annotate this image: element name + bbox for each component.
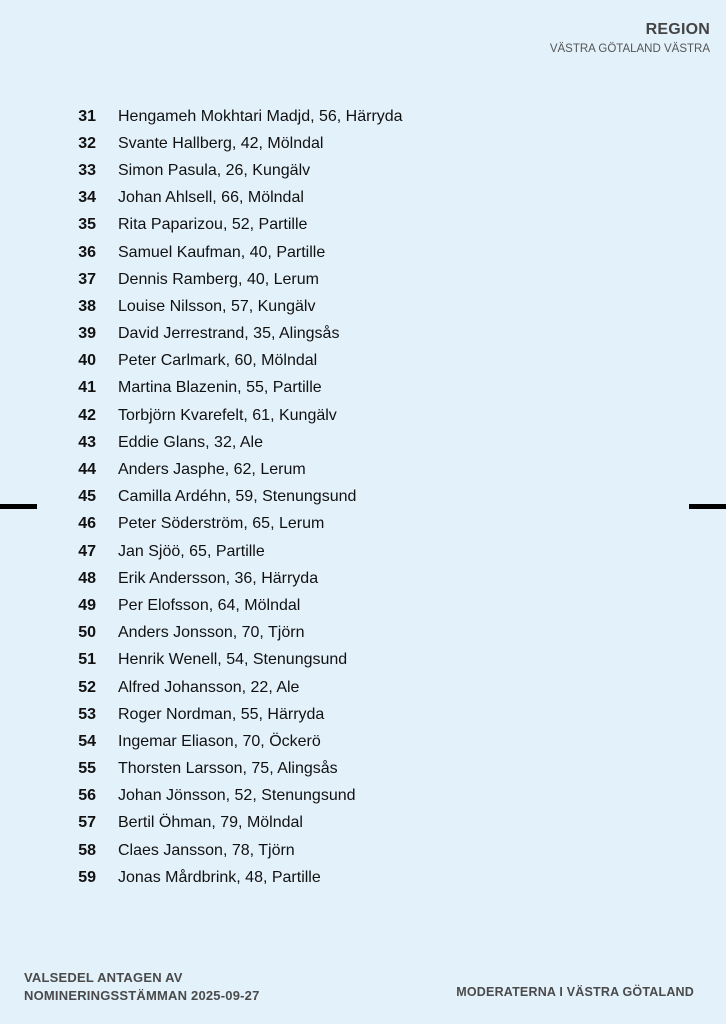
candidate-row xyxy=(60,212,620,239)
candidate-number: 56 xyxy=(78,787,96,805)
ballot-adoption-line-1: VALSEDEL ANTAGEN AV xyxy=(24,970,183,985)
candidate-row xyxy=(60,701,620,728)
candidate-row xyxy=(60,130,620,157)
candidate-row xyxy=(60,511,620,538)
candidate-number: 39 xyxy=(78,325,96,343)
candidate-number: 36 xyxy=(78,243,96,261)
candidate-row xyxy=(60,728,620,755)
candidate-name-age-municipality: Jonas Mårdbrink, 48, Partille xyxy=(118,868,321,886)
candidate-row xyxy=(60,293,620,320)
candidate-name-age-municipality: Svante Hallberg, 42, Mölndal xyxy=(118,134,324,152)
candidate-number: 46 xyxy=(78,515,96,533)
region-header xyxy=(550,20,710,57)
candidate-row xyxy=(60,810,620,837)
candidate-name-age-municipality: Martina Blazenin, 55, Partille xyxy=(118,379,322,397)
candidate-row xyxy=(60,565,620,592)
candidate-number: 44 xyxy=(78,461,96,479)
candidate-number: 40 xyxy=(78,352,96,370)
candidate-number: 33 xyxy=(78,161,96,179)
candidate-name-age-municipality: Johan Ahlsell, 66, Mölndal xyxy=(118,189,304,207)
candidate-list xyxy=(60,103,620,891)
candidate-name-age-municipality: Camilla Ardéhn, 59, Stenungsund xyxy=(118,488,357,506)
candidate-number: 58 xyxy=(78,841,96,859)
candidate-name-age-municipality: Rita Paparizou, 52, Partille xyxy=(118,216,308,234)
candidate-row xyxy=(60,239,620,266)
candidate-number: 53 xyxy=(78,705,96,723)
candidate-number: 59 xyxy=(78,868,96,886)
candidate-name-age-municipality: Anders Jonsson, 70, Tjörn xyxy=(118,624,305,642)
candidate-number: 38 xyxy=(78,297,96,315)
candidate-row xyxy=(60,103,620,130)
candidate-name-age-municipality: Louise Nilsson, 57, Kungälv xyxy=(118,297,316,315)
candidate-name-age-municipality: Johan Jönsson, 52, Stenungsund xyxy=(118,787,356,805)
candidate-row xyxy=(60,538,620,565)
candidate-name-age-municipality: Thorsten Larsson, 75, Alingsås xyxy=(118,760,338,778)
candidate-name-age-municipality: Eddie Glans, 32, Ale xyxy=(118,433,263,451)
ballot-adoption-line-2: NOMINERINGSSTÄMMAN 2025-09-27 xyxy=(24,988,260,1003)
candidate-row xyxy=(60,592,620,619)
candidate-name-age-municipality: Dennis Ramberg, 40, Lerum xyxy=(118,270,319,288)
candidate-name-age-municipality: Hengameh Mokhtari Madjd, 56, Härryda xyxy=(118,107,403,125)
candidate-row xyxy=(60,756,620,783)
candidate-row xyxy=(60,674,620,701)
candidate-row xyxy=(60,484,620,511)
region-title: REGION xyxy=(645,21,710,38)
candidate-name-age-municipality: Claes Jansson, 78, Tjörn xyxy=(118,841,295,859)
candidate-row xyxy=(60,837,620,864)
candidate-row xyxy=(60,185,620,212)
party-name: MODERATERNA I VÄSTRA GÖTALAND xyxy=(456,985,694,999)
candidate-name-age-municipality: Erik Andersson, 36, Härryda xyxy=(118,569,319,587)
candidate-row xyxy=(60,266,620,293)
candidate-name-age-municipality: Torbjörn Kvarefelt, 61, Kungälv xyxy=(118,406,337,424)
candidate-number: 35 xyxy=(78,216,96,234)
candidate-name-age-municipality: Simon Pasula, 26, Kungälv xyxy=(118,161,311,179)
candidate-row xyxy=(60,864,620,891)
candidate-number: 51 xyxy=(78,651,96,669)
candidate-name-age-municipality: Samuel Kaufman, 40, Partille xyxy=(118,243,326,261)
candidate-number: 42 xyxy=(78,406,96,424)
candidate-number: 52 xyxy=(78,678,96,696)
candidate-row xyxy=(60,783,620,810)
candidate-name-age-municipality: Roger Nordman, 55, Härryda xyxy=(118,705,325,723)
candidate-name-age-municipality: Alfred Johansson, 22, Ale xyxy=(118,678,300,696)
candidate-number: 37 xyxy=(78,270,96,288)
region-subtitle: VÄSTRA GÖTALAND VÄSTRA xyxy=(549,43,710,55)
candidate-row xyxy=(60,456,620,483)
candidate-number: 47 xyxy=(78,542,96,560)
candidate-row xyxy=(60,402,620,429)
candidate-row xyxy=(60,647,620,674)
candidate-name-age-municipality: Per Elofsson, 64, Mölndal xyxy=(118,596,301,614)
candidate-number: 50 xyxy=(78,624,96,642)
candidate-name-age-municipality: Bertil Öhman, 79, Mölndal xyxy=(118,814,303,832)
candidate-row xyxy=(60,620,620,647)
candidate-name-age-municipality: Ingemar Eliason, 70, Öckerö xyxy=(118,732,321,750)
candidate-row xyxy=(60,157,620,184)
ballot-adoption-note xyxy=(24,969,260,1005)
left-crop-mark xyxy=(0,504,37,509)
candidate-number: 49 xyxy=(78,596,96,614)
candidate-number: 57 xyxy=(78,814,96,832)
candidate-number: 55 xyxy=(78,760,96,778)
candidate-row xyxy=(60,375,620,402)
candidate-number: 34 xyxy=(78,189,96,207)
candidate-row xyxy=(60,348,620,375)
candidate-number: 45 xyxy=(78,488,96,506)
candidate-row xyxy=(60,429,620,456)
candidate-name-age-municipality: Anders Jasphe, 62, Lerum xyxy=(118,461,306,479)
candidate-number: 31 xyxy=(78,107,96,125)
candidate-name-age-municipality: David Jerrestrand, 35, Alingsås xyxy=(118,325,340,343)
candidate-number: 48 xyxy=(78,569,96,587)
candidate-number: 32 xyxy=(78,134,96,152)
candidate-name-age-municipality: Henrik Wenell, 54, Stenungsund xyxy=(118,651,348,669)
candidate-name-age-municipality: Jan Sjöö, 65, Partille xyxy=(118,542,265,560)
candidate-number: 41 xyxy=(78,379,96,397)
candidate-name-age-municipality: Peter Carlmark, 60, Mölndal xyxy=(118,352,318,370)
candidate-number: 54 xyxy=(78,732,96,750)
candidate-name-age-municipality: Peter Söderström, 65, Lerum xyxy=(118,515,325,533)
candidate-row xyxy=(60,321,620,348)
right-crop-mark xyxy=(689,504,726,509)
candidate-number: 43 xyxy=(78,433,96,451)
